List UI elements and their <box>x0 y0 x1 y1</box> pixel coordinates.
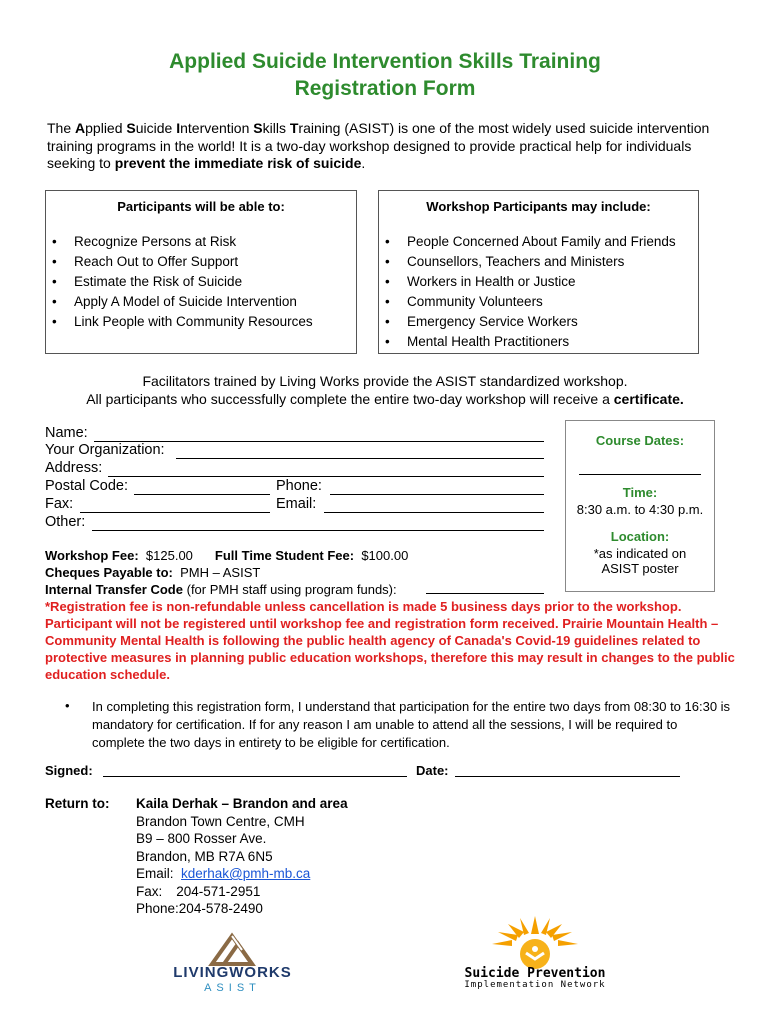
workshop-participants-heading: Workshop Participants may include: <box>426 199 651 214</box>
page-title: Applied Suicide Intervention Skills Training Registration Form <box>169 50 601 100</box>
return-to-label: Return to: <box>45 796 110 811</box>
fax-label: Fax: <box>45 496 74 512</box>
other-field[interactable] <box>92 513 544 531</box>
email-link[interactable]: kderhak@pmh-mb.ca <box>181 866 311 881</box>
signature-field[interactable] <box>103 762 407 777</box>
name-field[interactable] <box>94 424 544 442</box>
time-label: Time: <box>622 485 658 500</box>
participants-able-box <box>45 190 357 354</box>
list-item: • Counsellors, Teachers and Ministers <box>407 252 698 272</box>
address-label: Address: <box>45 460 103 476</box>
postal-code-label: Postal Code: <box>45 478 129 494</box>
list-item: • Emergency Service Workers <box>407 312 698 332</box>
suicide-prevention-logo: Suicide Prevention Implementation Network <box>440 916 630 1006</box>
list-item: • Apply A Model of Suicide Intervention <box>74 292 356 312</box>
livingworks-mark-icon <box>150 930 315 966</box>
location-label: Location: <box>610 529 670 544</box>
list-item: • Link People with Community Resources <box>74 312 356 332</box>
intro-paragraph: The Applied Suicide Intervention Skills Training (ASIST) is one of the most widely used suicide intervention training programs in the world! It is a two-day workshop designed to provide practical help for individuals seeking to prevent the immediate risk of suicide. <box>47 120 710 171</box>
location-line1: *as indicated on <box>593 546 687 561</box>
organization-label: Your Organization: <box>45 442 165 458</box>
registration-notice: *Registration fee is non-refundable unless cancellation is made 5 business days prior to the workshop. Participant will not be registered until workshop fee and registration form received. Prairie Mountain Health – Community Mental Health is following the public health agency of Canada's Covid-19 guidelines related to protective measures in planning public education workshops, therefore this may result in changes to the public education schedule. <box>45 599 735 682</box>
acknowledgement-text: In completing this registration form, I understand that participation for the entire two days from 08:30 to 16:30 is mandatory for certification. If for any reason I am unable to attend all the sessions, I will be required to complete the two days in entirety to be eligible for certification. <box>92 699 731 750</box>
location-line2: ASIST poster <box>601 561 679 576</box>
other-label: Other: <box>45 514 86 530</box>
list-item: • Reach Out to Offer Support <box>74 252 356 272</box>
time-value: 8:30 a.m. to 4:30 p.m. <box>576 502 704 517</box>
facilitators-line: Facilitators trained by Living Works provide the ASIST standardized workshop. <box>142 373 628 389</box>
transfer-code-field[interactable] <box>426 580 544 594</box>
list-item: • Recognize Persons at Risk <box>74 232 356 252</box>
return-address: Kaila Derhak – Brandon and area Brandon Town Centre, CMH B9 – 800 Rosser Ave. Brandon, MB R7A 6N5 Email: kderhak@pmh-mb.ca Fax: 204-571-2951 Phone:204-578-2490 <box>136 796 348 916</box>
email-label: Email: <box>276 496 317 512</box>
signed-label: Signed: <box>45 763 93 778</box>
list-item: • Community Volunteers <box>407 292 698 312</box>
fees-block: Workshop Fee: $125.00 Full Time Student Fee: $100.00 Cheques Payable to: PMH – ASIST Internal Transfer Code (for PMH staff using program funds): <box>45 548 409 597</box>
organization-field[interactable] <box>176 441 544 459</box>
postal-code-field[interactable] <box>134 477 270 495</box>
name-label: Name: <box>45 425 88 441</box>
email-field[interactable] <box>324 495 544 513</box>
phone-field[interactable] <box>330 477 544 495</box>
course-dates-field[interactable] <box>579 462 701 475</box>
date-label: Date: <box>416 763 449 778</box>
list-item: • Workers in Health or Justice <box>407 272 698 292</box>
workshop-participants-box <box>378 190 699 354</box>
certificate-line: All participants who successfully complete the entire two-day workshop will receive a certificate. <box>86 391 684 407</box>
phone-label: Phone: <box>276 478 322 494</box>
participants-able-heading: Participants will be able to: <box>117 199 285 214</box>
course-dates-label: Course Dates: <box>595 433 685 448</box>
list-item: • Estimate the Risk of Suicide <box>74 272 356 292</box>
bullet-icon: • <box>65 698 70 713</box>
date-field[interactable] <box>455 762 680 777</box>
fax-field[interactable] <box>80 495 270 513</box>
list-item: • Mental Health Practitioners <box>407 332 698 352</box>
livingworks-logo: LIVINGWORKS ASIST <box>150 930 315 1000</box>
address-field[interactable] <box>108 459 544 477</box>
list-item: • People Concerned About Family and Friends <box>407 232 698 252</box>
course-details-box <box>565 420 715 592</box>
